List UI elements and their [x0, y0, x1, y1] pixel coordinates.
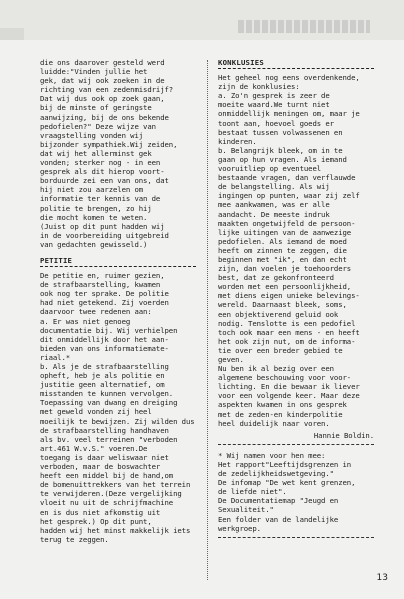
intro-paragraph: die ons daarover gesteld werd luidde:"Vinden jullie het gek, dat wij ook zoeken in de richting van een zedenmisdrijf? Dat wij dus ook op zoek gaan, bij de minste of geringste aanwijzing, bij de ons bekende pedofielen?" Deze wijze van vraagstelling vonden wij bijzonder sympathiek.Wij zeiden, dat wij het allerminst gek vonden; sterker nog - in een gesprek als dit hierop voort- borduurde zei een van ons, dat hij niet zou aarzelen om informatie ter kennis van de politie te brengen, zo hij die mocht komen te weten. (Juist op dit punt hadden wij in de voorbereiding uitgebreid van gedachten gewisseld.): [40, 58, 178, 249]
konklusies-paragraph: Het geheel nog eens overdenkende, zijn de konklusies: a. Zo'n gesprek is zeer de moeite waard.We turnt niet onmiddellijk meningen om, maar je toont aan, hoevoel goeds er bestaat tussen volwassenen en kinderen. b. Belangrijk bleek, om in te gaan op hun vragen. Als iemand vooruitliep op eventueel bestaande vragen, dan verflauwde de belangstelling. Als wij ingingen op punten, waar zij zelf mee aankwamen, was er alle aandacht. De meeste indruk maakten ongetwijfeld de persoon- lijke uitingen van de aanwezige pedofielen. Als iemand de moed heeft om zinnen te zeggen, die beginnen met "ik", en dan echt zijn, dan voelen je toehoorders best, dat ze gekonfronteerd worden met een persoonlijkheid, met diens eigen unieke belevings- wereld. Daarnaast bleek, soms, een objektiverend geluid ook nodig. Tenslotte is een pedofiel toch ook maar een mens - en heeft het ook zijn nut, om de informa- tie over een breder gebied te geven. Nu ben ik al bezig over een algemene beschouwing voor voor- lichting. En die bewaar ik liever voor een volgende keer. Maar deze aspekten kwamen in ons gesprek met de zeden-en kinderpolitie heel duidelijk naar voren.: [218, 73, 360, 428]
document-page: [40, 40, 380, 595]
right-column: [218, 58, 374, 544]
page-fold-shadow: [0, 28, 24, 40]
page-number: 13: [376, 573, 388, 583]
column-divider: [207, 60, 208, 580]
section-title-petitie: PETITIE: [40, 256, 196, 267]
author-signature: Hannie Boldin.: [313, 430, 374, 440]
petitie-paragraph: De petitie en, ruimer gezien, de strafbaarstelling, kwamen ook nog ter sprake. De politie had niet getekend. Zij voerden daarvoor twee redenen aan: a. Er was niet genoeg documentatie bij. Wij verhielpen dit onmiddellijk door het aan- bieden van ons informatiemate- riaal.* b. Als je de strafbaarstelling opheft, heb je als politie en justitie geen alternatief, om misstanden te kunnen vervolgen. Toepassing van dwang en dreiging met geweld vonden zij heel moeilijk te bewijzen. Zij wilden dus de strafbaarstelling handhaven als bv. veel terreinen "verboden art.461 W.v.S." voeren.De toegang is daar weliswaar niet verboden, maar de boswachter heeft een middel bij de hand,om de bomenuittrekkers van het terrein te verwijderen.(Deze vergelijking vloeit nu uit de schrijfmachine en is dus niet afkomstig uit het gesprek.) Op dit punt, hadden wij het minst makkelijk iets terug te zeggen.: [40, 271, 195, 544]
left-column: [40, 58, 196, 547]
footnote-text: * Wij namen voor hen mee: Het rapport"Leeftijdsgrenzen in de zedelijkheidswetgeving." De infomap "De wet kent grenzen, de liefde niet". De Documentatiemap "Jeugd en Sexualiteit." Een folder van de landelijke werkgroep.: [218, 450, 356, 533]
bottom-divider: [218, 537, 374, 538]
bleed-through-text: [238, 20, 370, 33]
previous-page-edge: [0, 0, 404, 40]
footnote-divider: [218, 444, 374, 445]
section-title-konklusies: KONKLUSIES: [218, 58, 374, 69]
